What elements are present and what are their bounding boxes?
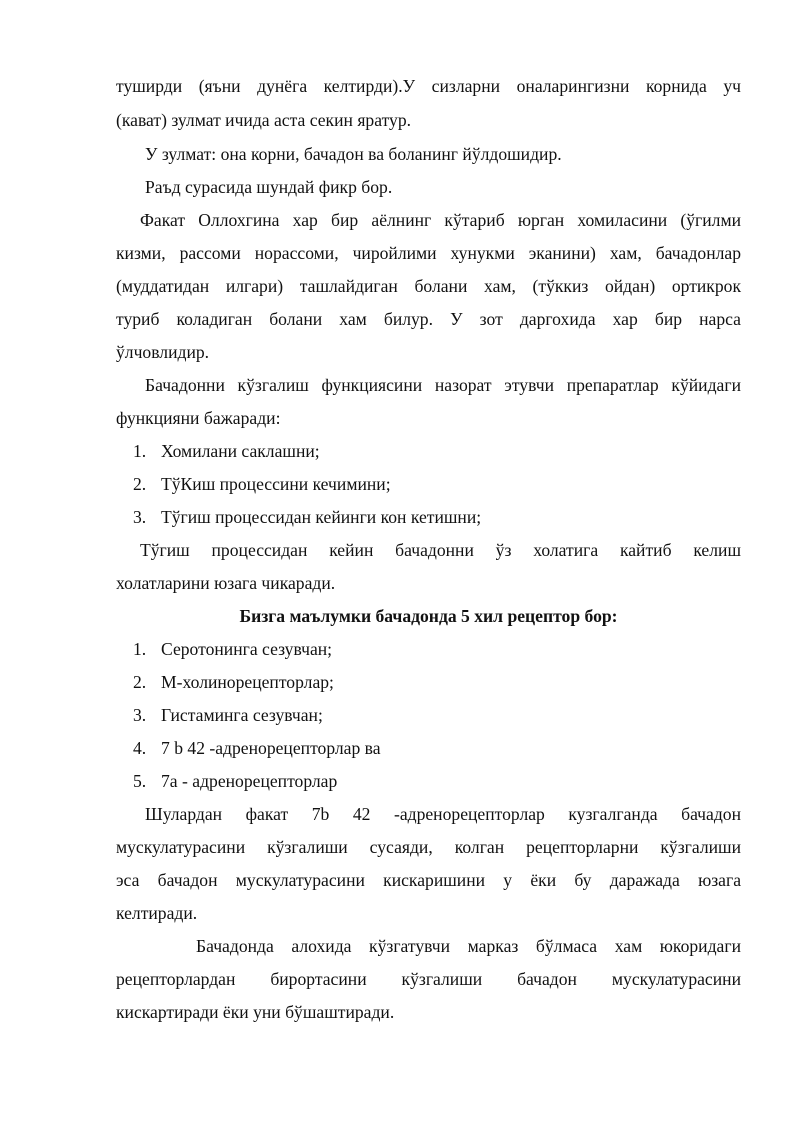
paragraph-line: келтиради.	[116, 903, 198, 923]
list-text: ТўКиш процессини кечимини;	[161, 474, 391, 494]
paragraph-line: Бачадонда алохида кўзгатувчи марказ бўлмаса хам юкоридаги	[196, 936, 741, 956]
paragraph-line: Раъд сурасида шундай фикр бор.	[145, 177, 393, 197]
list-text: 7a - адренорецепторлар	[161, 771, 338, 791]
paragraph-line: холатларини юзага чикаради.	[116, 573, 336, 593]
paragraph-line: кискартиради ёки уни бўшаштиради.	[116, 1002, 395, 1022]
list-number: 2.	[133, 672, 147, 692]
list-item	[133, 666, 334, 698]
list-text: Тўгиш процессидан кейинги кон кетишни;	[161, 507, 482, 527]
paragraph-line: Шулардан факат 7b 42 -адренорецепторлар кузгалганда бачадон	[145, 804, 741, 824]
list-item	[133, 435, 320, 467]
list-number: 4.	[133, 738, 147, 758]
list-number: 2.	[133, 474, 147, 494]
list-number: 5.	[133, 771, 147, 791]
paragraph-line: ўлчовлидир.	[116, 342, 210, 362]
list-number: 1.	[133, 441, 147, 461]
list-text: Хомилани саклашни;	[161, 441, 320, 461]
list-item	[133, 468, 391, 500]
paragraph-line: туриб коладиган болани хам билур. У зот даргохида хар бир нарса	[116, 309, 741, 329]
list-item	[133, 765, 337, 797]
list-item	[133, 501, 481, 533]
list-text: 7 b 42 -адренорецепторлар ва	[161, 738, 381, 758]
paragraph-line: рецепторлардан бирортасини кўзгалиши бачадон мускулатурасини	[116, 969, 741, 989]
list-item	[133, 699, 323, 731]
paragraph-line: У зулмат: она корни, бачадон ва боланинг йўлдошидир.	[145, 144, 562, 164]
paragraph-line: Тўгиш процессидан кейин бачадонни ўз холатига кайтиб келиш	[140, 540, 741, 560]
paragraph-line: эса бачадон мускулатурасини кискаришини у ёки бу даражада юзага	[116, 870, 741, 890]
paragraph-line: туширди (яъни дунёга келтирди).У сизларни оналарингизни корнида уч	[116, 76, 741, 96]
list-number: 3.	[133, 507, 147, 527]
section-heading: Бизга маълумки бачадонда 5 хил рецептор бор:	[239, 606, 618, 626]
list-number: 1.	[133, 639, 147, 659]
paragraph-line: (муддатидан илгари) ташлайдиган болани хам, (тўккиз ойдан) ортикрок	[116, 276, 741, 296]
list-number: 3.	[133, 705, 147, 725]
paragraph-line: Бачадонни кўзгалиш функциясини назорат этувчи препаратлар кўйидаги	[145, 375, 741, 395]
list-item	[133, 633, 332, 665]
paragraph-line: функцияни бажаради:	[116, 408, 281, 428]
paragraph-line: кизми, рассоми норассоми, чиройлими хунукми эканини) хам, бачадонлар	[116, 243, 741, 263]
list-item	[133, 732, 381, 764]
list-text: Гистаминга сезувчан;	[161, 705, 323, 725]
paragraph-line: мускулатурасини кўзгалиши сусаяди, колган рецепторларни кўзгалиши	[116, 837, 741, 857]
paragraph-line: (кават) зулмат ичида аста секин яратур.	[116, 110, 412, 130]
list-text: М-холинорецепторлар;	[161, 672, 334, 692]
paragraph-line: Факат Оллохгина хар бир аёлнинг кўтариб юрган хомиласини (ўгилми	[140, 210, 741, 230]
list-text: Серотонинга сезувчан;	[161, 639, 333, 659]
